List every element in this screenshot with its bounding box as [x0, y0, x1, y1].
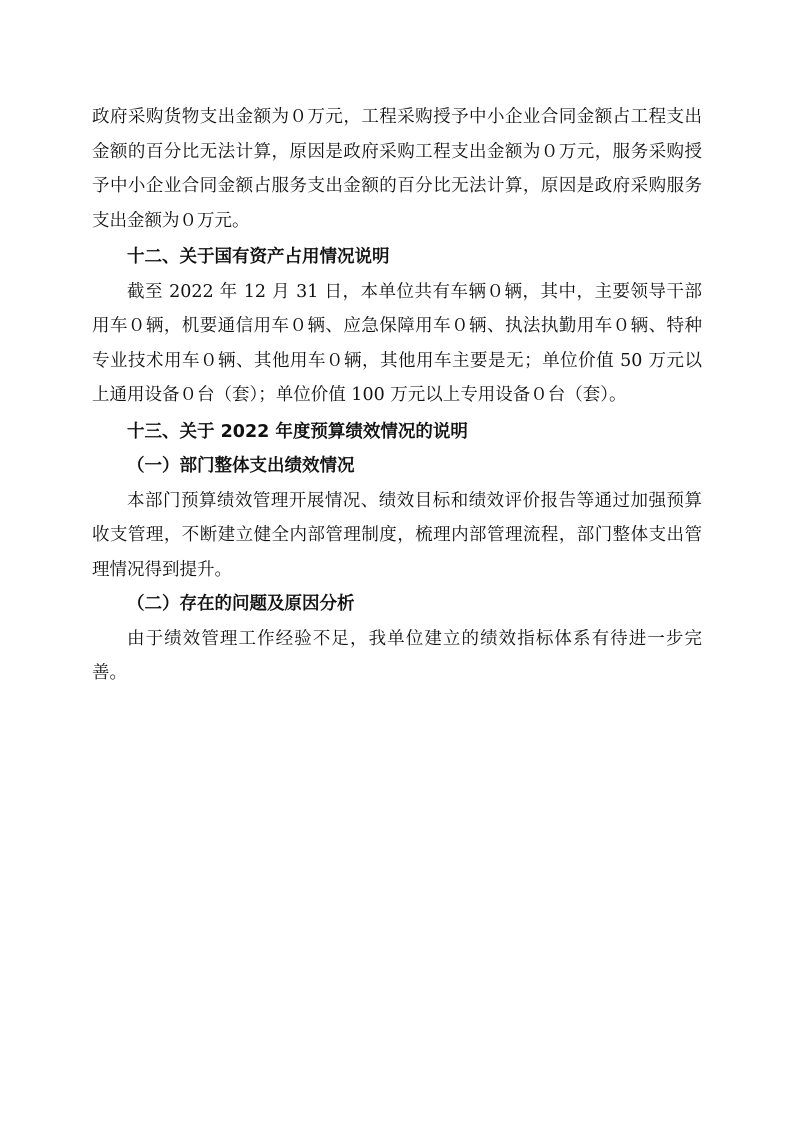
- paragraph-problems-analysis: 由于绩效管理工作经验不足，我单位建立的绩效指标体系有待进一步完善。: [92, 628, 702, 683]
- paragraph-state-assets: 截至 2022 年 12 月 31 日，本单位共有车辆０辆，其中，主要领导干部用车０辆，机要通信用车０辆、应急保障用车０辆、执法执勤用车０辆、特种专业技术用车０辆、其他用车０辆，其他用车主要是无；单位价值 50 万元以上通用设备０台（套）；单位价值 100 万元以上专用设备０台（套）。: [92, 281, 702, 405]
- paragraph-overall-performance: 本部门预算绩效管理开展情况、绩效目标和绩效评价报告等通过加强预算收支管理，不断建立健全内部管理制度，梳理内部管理流程，部门整体支出管理情况得到提升。: [92, 490, 702, 580]
- subheading-overall-performance: （一）部门整体支出绩效情况: [127, 456, 355, 476]
- paragraph-procurement-continuation: 政府采购货物支出金额为０万元，工程采购授予中小企业合同金额占工程支出金额的百分比无法计算，原因是政府采购工程支出金额为０万元，服务采购授予中小企业合同金额占服务支出金额的百分比无法计算，原因是政府采购服务支出金额为０万元。: [92, 107, 702, 231]
- subheading-problems-analysis: （二）存在的问题及原因分析: [127, 594, 355, 614]
- heading-state-assets: 十二、关于国有资产占用情况说明: [127, 247, 390, 267]
- document-page: [92, 100, 702, 691]
- heading-performance: 十三、关于 2022 年度预算绩效情况的说明: [127, 421, 468, 442]
